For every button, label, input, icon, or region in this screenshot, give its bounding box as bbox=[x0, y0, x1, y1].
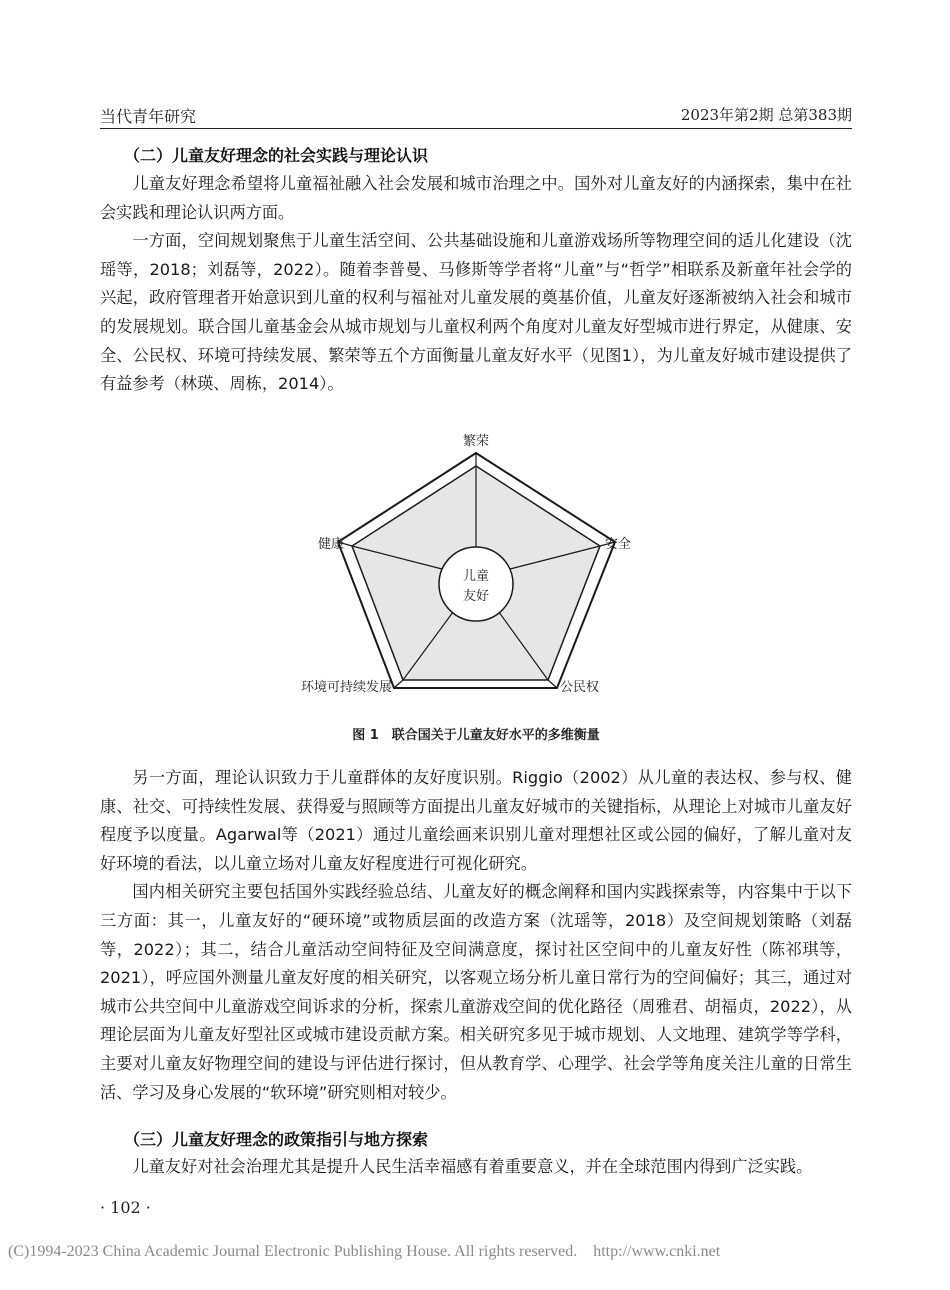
header-rule bbox=[100, 128, 852, 129]
journal-title: 当代青年研究 bbox=[100, 107, 197, 126]
label-prosperity: 繁荣 bbox=[462, 434, 490, 449]
center-circle bbox=[439, 547, 513, 621]
paragraph-5: 儿童友好对社会治理尤其是提升人民生活幸福感有着重要意义，并在全球范围内得到广泛实践。 bbox=[132, 1157, 813, 1176]
paragraph-4: 国内相关研究主要包括国外实践经验总结、儿童友好的概念阐释和国内实践探索等，内容集中于以下三方面：其一，儿童友好的“硬环境”或物质层面的改造方案（沈瑶等，2018）及空间规划策略（刘磊等，2022）；其二，结合儿童活动空间特征及空间满意度，探讨社区空间中的儿童友好性（陈祁琪等，2021），呼应国外测量儿童友好度的相关研究，以客观立场分析儿童日常行为的空间偏好；其三，通过对城市公共空间中儿童游戏空间诉求的分析，探索儿童游戏空间的优化路径（周雅君、胡福贞，2022），从理论层面为儿童友好型社区或城市建设贡献方案。相关研究多见于城市规划、人文地理、建筑学等学科，主要对儿童友好物理空间的建设与评估进行探讨，但从教育学、心理学、社会学等角度关注儿童的日常生活、学习及身心发展的“软环境”研究则相对较少。 bbox=[100, 882, 852, 1102]
paragraph-3: 另一方面，理论认识致力于儿童群体的友好度识别。Riggio（2002）从儿童的表达权、参与权、健康、社交、可持续性发展、获得爱与照顾等方面提出儿童友好城市的关键指标，从理论上对城市儿童友好程度予以度量。Agarwal等（2021）通过儿童绘画来识别儿童对理想社区或公园的偏好，了解儿童对友好环境的看法，以儿童立场对儿童友好程度进行可视化研究。 bbox=[100, 768, 852, 873]
section-heading-3: （三）儿童友好理念的政策指引与地方探索 bbox=[124, 1130, 429, 1149]
figure-caption: 图 1 联合国关于儿童友好水平的多维衡量 bbox=[352, 728, 600, 743]
section-heading-2: （二）儿童友好理念的社会实践与理论认识 bbox=[124, 146, 429, 165]
copyright-text: (C)1994-2023 China Academic Journal Electronic Publishing House. All rights reserved. bbox=[8, 1243, 578, 1260]
body-block-2 bbox=[100, 764, 852, 1107]
body-block-3 bbox=[100, 1153, 852, 1182]
radar-figure bbox=[270, 420, 670, 710]
paragraph-1: 儿童友好理念希望将儿童福祉融入社会发展和城市治理之中。国外对儿童友好的内涵探索，集中在社会实践和理论认识两方面。 bbox=[100, 174, 852, 222]
center-label-line2: 友好 bbox=[462, 589, 490, 604]
center-label-line1: 儿童 bbox=[462, 569, 490, 584]
label-citizenship: 公民权 bbox=[560, 680, 600, 695]
body-block-1 bbox=[100, 170, 852, 399]
footer-url[interactable]: http://www.cnki.net bbox=[593, 1243, 721, 1260]
paragraph-2: 一方面，空间规划聚焦于儿童生活空间、公共基础设施和儿童游戏场所等物理空间的适儿化建设（沈瑶等，2018；刘磊等，2022）。随着李普曼、马修斯等学者将“儿童”与“哲学”相联系及新童年社会学的兴起，政府管理者开始意识到儿童的权利与福祉对儿童发展的奠基价值，儿童友好逐渐被纳入社会和城市的发展规划。联合国儿童基金会从城市规划与儿童权利两个角度对儿童友好型城市进行界定，从健康、安全、公民权、环境可持续发展、繁荣等五个方面衡量儿童友好水平（见图1），为儿童友好城市建设提供了有益参考（林瑛、周栋，2014）。 bbox=[100, 231, 852, 394]
issue-info: 2023年第2期 总第383期 bbox=[680, 106, 852, 124]
page-number: · 102 · bbox=[100, 1198, 151, 1217]
label-environment: 环境可持续发展 bbox=[300, 680, 392, 695]
label-health: 健康 bbox=[317, 537, 344, 552]
corner-tick-bottom-left bbox=[394, 680, 403, 688]
label-safety: 安全 bbox=[605, 537, 632, 552]
corner-tick-bottom-right bbox=[548, 680, 557, 688]
copyright-footer bbox=[8, 1243, 720, 1261]
